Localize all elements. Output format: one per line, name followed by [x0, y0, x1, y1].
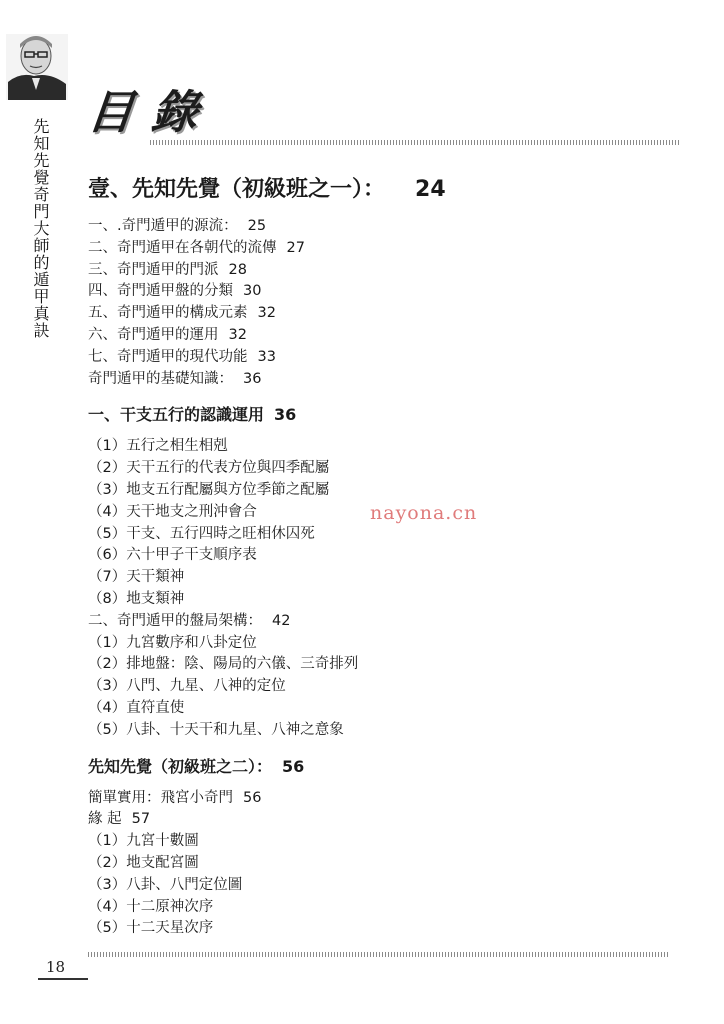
toc-entry — [88, 325, 688, 347]
toc-entry-title: （5）干支、五行四時之旺相休囚死 — [88, 525, 315, 542]
page-heading: 目錄 — [84, 85, 219, 139]
vertical-book-title: 先知先覺奇門大師的遁甲真訣 — [31, 118, 50, 339]
toc-entry — [88, 369, 688, 391]
toc-entry-title: 簡單實用：飛宮小奇門 — [88, 789, 233, 806]
toc-entry — [88, 720, 688, 742]
toc-entry — [88, 809, 688, 831]
author-portrait — [6, 34, 68, 100]
toc-entry-title: 緣 起 — [88, 811, 122, 828]
toc-entry — [88, 545, 688, 567]
toc-entry-page: 30 — [243, 283, 262, 300]
toc-entry — [88, 238, 688, 260]
toc-entry-page: 25 — [247, 218, 267, 234]
toc-entry-title: 二、奇門遁甲的盤局架構： — [88, 612, 262, 629]
toc-entry — [88, 589, 688, 611]
toc-entry-title: （2）排地盤：陰、陽局的六儀、三奇排列 — [88, 656, 359, 673]
toc-entry-title: 壹、先知先覺（初級班之一）： — [88, 177, 386, 202]
toc-entry-title: （3）八卦、八門定位圖 — [88, 876, 243, 893]
toc-entry — [88, 676, 688, 698]
toc-entry-title: （4）天干地支之刑沖會合 — [88, 503, 257, 520]
toc-entry — [88, 875, 688, 897]
toc-entry-title: （1）九宮十數圖 — [88, 833, 199, 850]
toc-entry — [88, 524, 688, 546]
toc-entry — [88, 436, 688, 458]
toc-entry-title: （7）天干類神 — [88, 569, 185, 586]
toc-entry-title: 三、奇門遁甲的門派 — [88, 261, 219, 278]
toc-entry — [88, 633, 688, 655]
toc-entry-title: 二、奇門遁甲在各朝代的流傳 — [88, 239, 277, 256]
toc-entry-title: 七、奇門遁甲的現代功能 — [88, 348, 248, 365]
toc-entry-title: 四、奇門遁甲盤的分類 — [88, 283, 233, 300]
top-divider — [150, 140, 680, 145]
toc-entry-page: 27 — [286, 239, 305, 256]
toc-entry — [88, 831, 688, 853]
toc-entry — [88, 897, 688, 919]
toc-entry-page: 36 — [274, 405, 297, 425]
toc-entry-page: 32 — [257, 305, 276, 322]
toc-entry — [88, 480, 688, 502]
toc-section-heading — [88, 172, 688, 208]
toc-entry — [88, 458, 688, 480]
toc-entry-page: 28 — [228, 261, 247, 278]
toc-entry-title: （3）八門、九星、八神的定位 — [88, 678, 286, 695]
toc-entry-title: （8）地支類神 — [88, 590, 185, 607]
toc-entry-title: （2）天干五行的代表方位與四季配屬 — [88, 460, 330, 477]
table-of-contents — [88, 172, 688, 940]
toc-section-heading — [88, 754, 688, 780]
toc-entry — [88, 654, 688, 676]
toc-entry — [88, 216, 688, 238]
toc-entry-title: 奇門遁甲的基礎知識： — [88, 370, 233, 387]
page-number: 18 — [46, 958, 66, 976]
toc-entry — [88, 698, 688, 720]
toc-entry — [88, 918, 688, 940]
toc-entry-title: 先知先覺（初級班之二）： — [88, 756, 273, 776]
toc-entry-title: （5）八卦、十天干和九星、八神之意象 — [88, 721, 344, 738]
toc-entry-title: （2）地支配宮圖 — [88, 854, 199, 871]
toc-entry-title: （4）直符直使 — [88, 699, 185, 716]
toc-entry-page: 56 — [282, 756, 305, 776]
watermark-text: nayona.cn — [370, 502, 478, 524]
bottom-divider — [88, 952, 668, 957]
toc-entry-page: 32 — [228, 326, 247, 343]
toc-entry — [88, 303, 688, 325]
toc-entry-page: 24 — [415, 177, 446, 202]
toc-entry-title: 六、奇門遁甲的運用 — [88, 326, 219, 343]
toc-entry-page: 42 — [272, 612, 291, 629]
toc-entry-title: 五、奇門遁甲的構成元素 — [88, 305, 248, 322]
toc-entry — [88, 853, 688, 875]
toc-entry — [88, 347, 688, 369]
toc-entry-title: （3）地支五行配屬與方位季節之配屬 — [88, 481, 330, 498]
toc-section-heading — [88, 402, 688, 428]
toc-entry-page: 57 — [131, 811, 151, 828]
toc-entry-title: （5）十二天星次序 — [88, 920, 214, 937]
toc-entry-title: （1）五行之相生相剋 — [88, 438, 228, 455]
toc-entry — [88, 611, 688, 633]
toc-entry-page: 56 — [243, 789, 262, 806]
toc-entry — [88, 788, 688, 810]
toc-entry — [88, 567, 688, 589]
toc-entry-page: 33 — [257, 348, 276, 365]
toc-entry — [88, 260, 688, 282]
toc-entry-page: 36 — [243, 370, 262, 387]
toc-entry — [88, 281, 688, 303]
toc-entry-title: 一、干支五行的認識運用 — [88, 405, 265, 425]
toc-entry-title: （4）十二原神次序 — [88, 898, 214, 915]
toc-entry-title: （6）六十甲子干支順序表 — [88, 547, 257, 564]
toc-entry-title: 一、.奇門遁甲的源流： — [88, 218, 238, 234]
toc-entry-title: （1）九宮數序和八卦定位 — [88, 634, 257, 651]
page-number-underline — [38, 978, 88, 980]
